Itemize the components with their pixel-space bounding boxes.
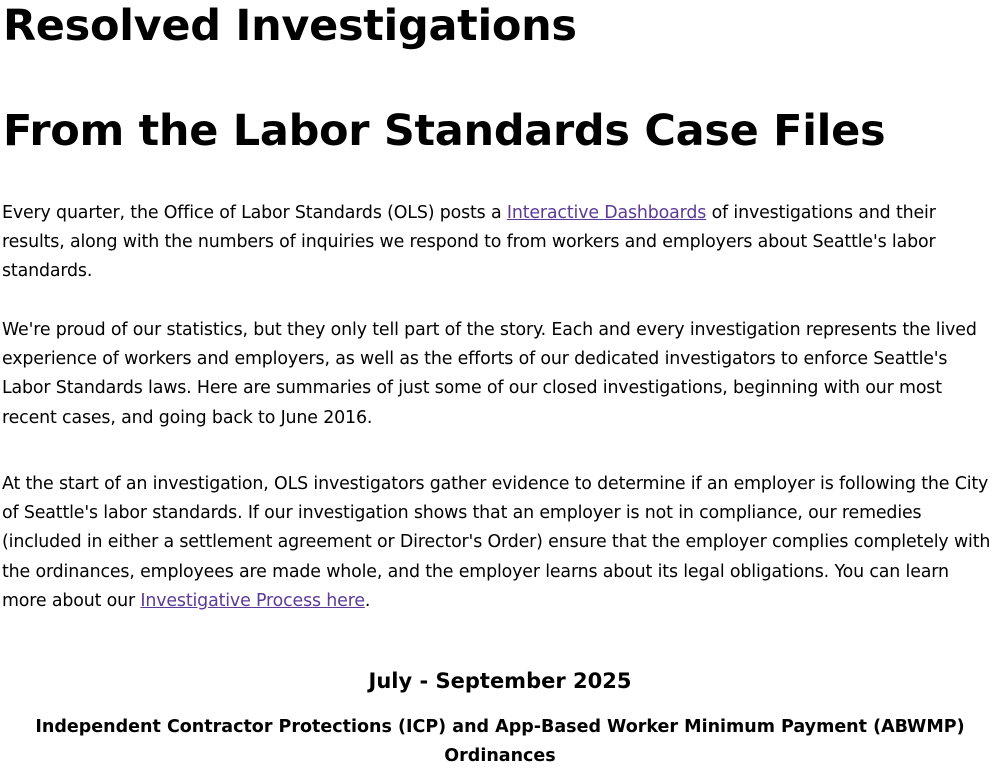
interactive-dashboards-link[interactable]: Interactive Dashboards bbox=[506, 203, 707, 223]
process-text-after-link: . bbox=[364, 590, 371, 611]
page-title: Resolved Investigations bbox=[3, 1, 577, 51]
intro-text-before-link: Every quarter, the Office of Labor Standards (OLS) posts a bbox=[2, 203, 507, 223]
statistics-paragraph: We're proud of our statistics, but they only tell part of the story. Each and every investigation represents the lived experience of workers and employers, as well as the efforts of our dedicated investigators to enforce Seattle's Labor Standards laws. Here are summaries of just some of our closed investigations, beginning with our most recent cases, and going back to June 2016. bbox=[2, 320, 977, 428]
ordinance-section-heading: Independent Contractor Protections (ICP) and App-Based Worker Minimum Payment (ABWMP) Ordinances bbox=[35, 717, 965, 766]
page-subtitle: From the Labor Standards Case Files bbox=[3, 106, 886, 156]
investigative-process-link[interactable]: Investigative Process here bbox=[140, 590, 365, 611]
intro-text-after-link: of investigations and their results, along with the numbers of inquiries we respond to from workers and employers about Seattle's labor standards. bbox=[2, 203, 936, 282]
intro-paragraph-dashboards bbox=[2, 199, 997, 287]
investigation-process-paragraph bbox=[2, 470, 997, 616]
process-text-before-link: At the start of an investigation, OLS investigators gather evidence to determine if an employer is following the City of Seattle's labor standards. If our investigation shows that an employer is not in compliance, our remedies (included in either a settlement agreement or Director's Order) ensure that the employer complies completely with the ordinances, employees are made whole, and the employer learns about its legal obligations. You can learn more about our bbox=[2, 474, 991, 611]
quarter-heading: July - September 2025 bbox=[368, 669, 632, 693]
